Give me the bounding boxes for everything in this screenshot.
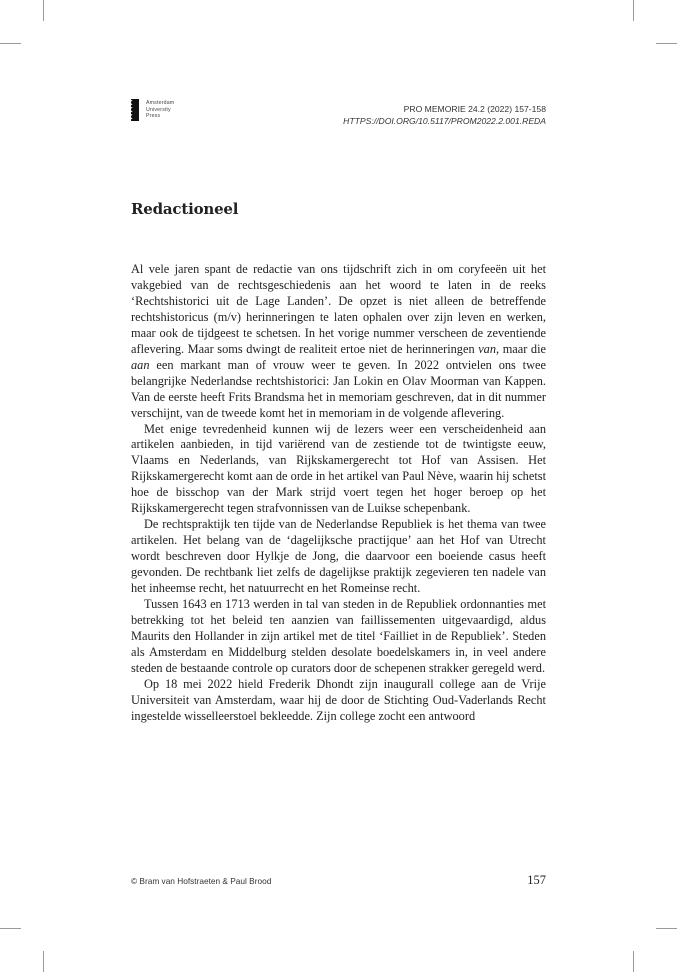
- publisher-logo-text: [146, 100, 174, 120]
- paragraph: Tussen 1643 en 1713 werden in tal van steden in de Republiek ordonnanties met betrekking tot het beleid ten aanzien van faillissementen uitgevaardigd, aldus Maurits den Hollander in zijn artikel met de titel ‘Failliet in de Republiek’. Steden als Amsterdam en Middelburg stelden desolate boedelskamers in, in veel andere steden de bestaande controle op curators door de schepenen strakker geregeld werd.: [131, 597, 546, 675]
- emphasis: van,: [478, 341, 500, 356]
- crop-mark-top-left-horizontal: [0, 43, 21, 44]
- crop-mark-bottom-right-vertical: [633, 951, 634, 972]
- crop-mark-top-right-vertical: [633, 0, 634, 21]
- crop-mark-top-left-vertical: [43, 0, 44, 21]
- emphasis: aan: [131, 357, 150, 372]
- crop-mark-bottom-left-vertical: [43, 951, 44, 972]
- article-body: [131, 262, 546, 725]
- publisher-logo-mark-icon: [131, 99, 139, 121]
- paragraph: De rechtspraktijk ten tijde van de Nederlandse Republiek is het thema van twee artikelen. Het belang van de ‘dagelijksche practijque’ aan het Hof van Utrecht wordt beschreven door Hylkje de Jong, die daarvoor een boeiende casus heeft gevonden. De rechtbank liet zelfs de dagelijkse praktijk zegevieren ten nadele van het inheemse recht, het natuurrecht en het Romeinse recht.: [131, 517, 546, 596]
- text-run: Al vele jaren spant de redactie van ons tijdschrift zich in om coryfeeën uit het vakgebied van de rechtsgeschiedenis aan het woord te laten in de reeks ‘Rechtshistorici uit de Lage Landen’. De opzet is niet alleen de betreffende rechtshistoricus (m/v) herinneringen te laten ophalen over zijn leven en werken, maar ook de tijdgeest te schetsen. In het vorige nummer verscheen de zeventiende aflevering. Maar soms dwingt de realiteit ertoe niet de herinneringen: [131, 262, 546, 356]
- publisher-logo-line: Amsterdam: [146, 100, 175, 106]
- paragraph: Op 18 mei 2022 hield Frederik Dhondt zijn inaugurall college aan de Vrije Universiteit van Amsterdam, waar hij de door de Stichting Oud-Vaderlands Recht ingestelde wisselleerstoel bekleedde. Zijn college zocht een antwoord: [131, 676, 546, 723]
- crop-mark-top-right-horizontal: [656, 43, 677, 44]
- crop-mark-bottom-left-horizontal: [0, 928, 21, 929]
- doi-link[interactable]: HTTPS://DOI.ORG/10.5117/PROM2022.2.001.REDA: [343, 116, 546, 126]
- running-header: [343, 103, 546, 127]
- crop-mark-bottom-right-horizontal: [656, 928, 677, 929]
- publisher-logo-line: Press: [146, 113, 161, 120]
- article-title: Redactioneel: [131, 200, 239, 218]
- text-run: maar die: [499, 341, 547, 356]
- journal-citation: PRO MEMORIE 24.2 (2022) 157-158: [403, 104, 546, 114]
- publisher-logo-line: University: [146, 106, 171, 113]
- page-number: 157: [527, 873, 546, 887]
- publisher-logo: [131, 99, 191, 121]
- paragraph: Met enige tevredenheid kunnen wij de lezers weer een verscheidenheid aan artikelen aanbieden, in tijd variërend van de zestiende tot de twintigste eeuw, Vlaams en Nederlands, van Rijkskamergerecht tot Hof van Assisen. Het Rijkskamergerecht komt aan de orde in het artikel van Paul Nève, waarin hij schetst hoe de bisschop van der Mark strijd voert tegen het hoger beroep op het Rijkskamergerecht tegen strafvonnissen van de Luikse schepenbank.: [131, 421, 546, 516]
- copyright-notice: © Bram van Hofstraeten & Paul Brood: [131, 876, 272, 886]
- paragraph: [131, 262, 546, 422]
- text-run: een markant man of vrouw weer te geven. In 2022 ontvielen ons twee belangrijke Nederlandse rechtshistorici: Jan Lokin en Olav Moorman van Kappen. Van de eerste heeft Frits Brandsma het in memoriam geschreven, dat in dit nummer verschijnt, van de tweede komt het in memoriam in de volgende aflevering.: [131, 357, 546, 420]
